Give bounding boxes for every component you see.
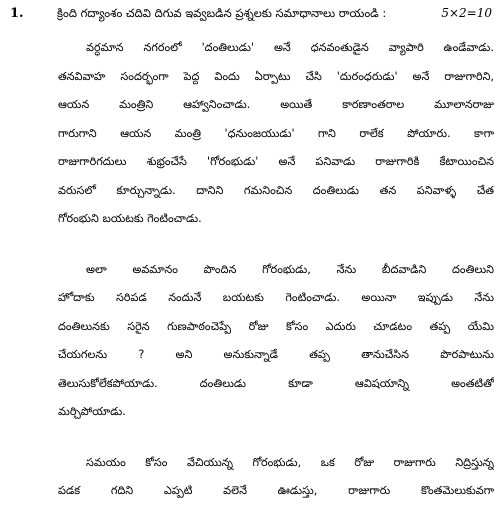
passage-line: హోదాకు సరిపడ నందునే బయటకు గెంటించాడు. అయినా ఇప్పుడు నేను: [58, 291, 494, 304]
passage-line: చేయగలను ? అని అనుకున్నాడే తప్ప తానుచేసిన పొరపాటును: [58, 348, 494, 361]
question-header: [10, 4, 494, 26]
passage-line: వర్ధమాన నగరంలో 'దంతిలుడు' అనే ధనవంతుడైన వ్యాపారి ఉండేవాడు.: [86, 41, 494, 54]
passage-line: సమయం కోసం వేచియున్న గోరంభుడు, ఒక రోజు రాజుగారు నిద్రిస్తున్న: [86, 455, 494, 469]
passage-line: ఆయన మంత్రిని ఆహ్వానించాడు. అయితే కారణాంతరాల మూలానరాజు: [58, 98, 494, 111]
question-number: 1.: [10, 6, 24, 21]
passage-paragraph-1: [58, 34, 494, 234]
passage-line: గారుగాని ఆయన మంత్రి 'ధనుంజయుడు' గాని రాలేక పోయారు. కాగా: [58, 126, 494, 140]
passage-line: మర్చిపోయాడు.: [58, 405, 126, 418]
passage-paragraph-3: [58, 449, 494, 506]
passage-line: తనవివాహ సందర్భంగా పెద్ద విందు ఏర్పాటు చేసి 'దురంధరుడు' అనే రాజుగారిని,: [58, 69, 494, 83]
passage-line: గోరంభుని బయటకు గెంటించాడు.: [58, 212, 202, 225]
passage-line: వరుసలో కూర్చున్నాడు. దానిని గమనించిన దంతిలుడు తన పనివాళ్ళ చేత: [58, 183, 494, 197]
passage-line: రాజుగారిగదులు శుభ్రంచేసే 'గోరంభుడు' అనే పనివాడు రాజుగారికి కేటాయించిన: [58, 155, 494, 168]
passage: [58, 34, 494, 521]
passage-line: పడక గదిని ఎప్పటి వలెనే ఊడుస్తు, రాజుగారు కొంతమెలుకువగా: [58, 484, 494, 497]
passage-paragraph-2: [58, 256, 494, 427]
passage-line: దంతిలునకు సరైన గుణపాఠంచెప్పే రోజు కోసం ఎదురు చూడటం తప్ప యేమి: [58, 319, 494, 333]
passage-line: అలా అవమానం పొందిన గోరంభుడు, నేను బీదవాడిని దంతిలుని: [86, 262, 494, 276]
passage-line: తెలుసుకోలేకపోయాడు. దంతిలుడు కూడా ఆవిషయాన్ని అంతటితో: [58, 376, 494, 390]
question-marks: 5×2=10: [441, 6, 492, 20]
question-instruction: క్రింది గద్యాంశం చదివి దిగువ ఇవ్వబడిన ప్రశ్నలకు సమాధానాలు రాయండి :: [57, 6, 387, 20]
